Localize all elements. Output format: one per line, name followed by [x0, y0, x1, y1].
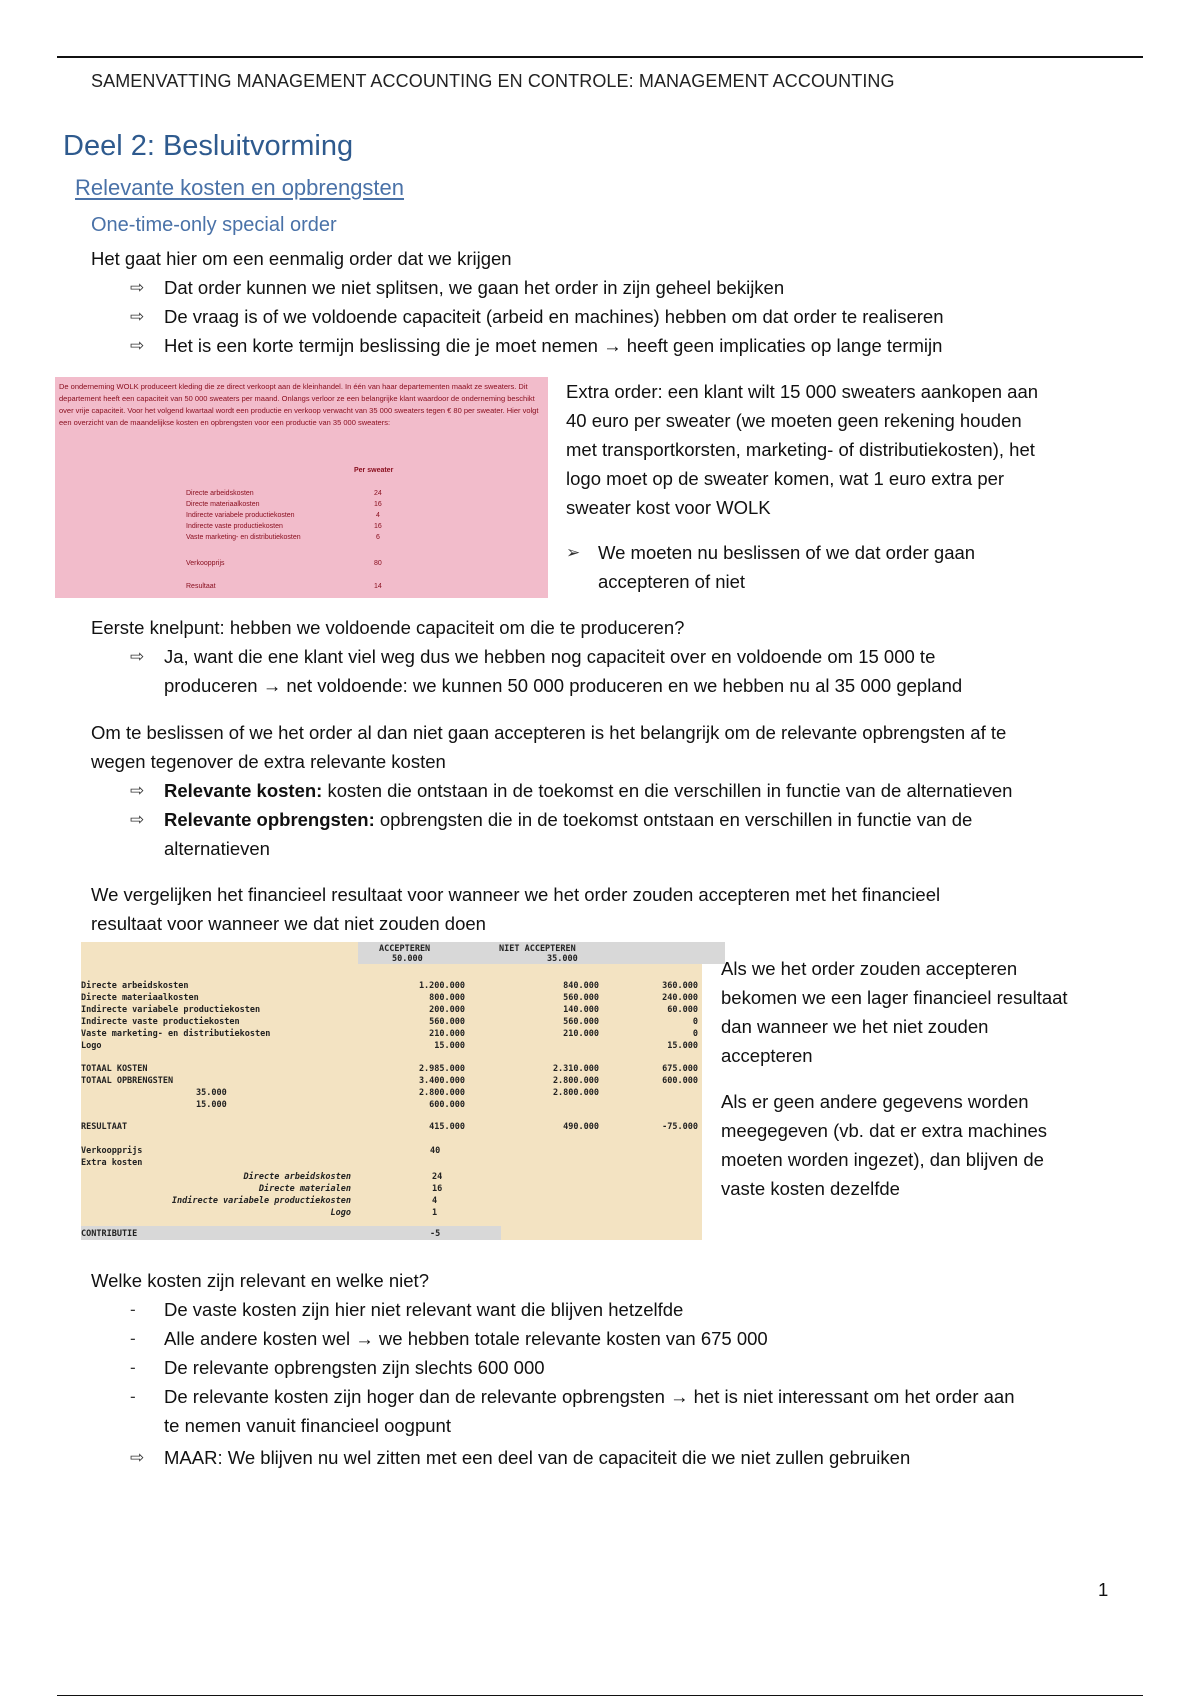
table-cell-difference: 600.000 [662, 1076, 698, 1086]
table-total-label: 15.000 [196, 1100, 227, 1110]
extra-cost-label: Directe arbeidskosten [243, 1172, 351, 1182]
extra-order-line: 40 euro per sweater (we moeten geen rekening houden [566, 410, 1022, 431]
table-cell-accept: 415.000 [429, 1122, 465, 1132]
extra-cost-value: 1 [432, 1208, 438, 1218]
table-cell-difference: 0 [692, 1029, 698, 1039]
dash-bullet-icon: - [130, 1300, 136, 1319]
table-row-label: Directe materiaalkosten [81, 993, 199, 1003]
case-row-label: Vaste marketing- en distributiekosten [186, 534, 301, 541]
definition-text: kosten die ontstaan in de toekomst en die verschillen in functie van de alternatieven [322, 780, 1013, 801]
table-row-label: Indirecte vaste productiekosten [81, 1017, 240, 1027]
dash-item: De relevante opbrengsten zijn slechts 600 000 [164, 1357, 545, 1378]
contribution-value: -5 [430, 1229, 441, 1239]
case-row-value: 16 [374, 523, 382, 530]
col-header-not-accept: NIET ACCEPTEREN [499, 944, 576, 954]
bottom-rule [57, 1695, 1143, 1696]
top-rule [57, 56, 1143, 58]
definition-term: Relevante opbrengsten: [164, 809, 375, 830]
col-header-accept: ACCEPTEREN [379, 944, 431, 954]
case-row-label: Directe arbeidskosten [186, 490, 254, 497]
accept-result-line: Als we het order zouden accepteren [721, 958, 1018, 979]
case-row-value: 24 [374, 490, 382, 497]
accept-result-line: accepteren [721, 1045, 813, 1066]
table-cell-accept: 800.000 [429, 993, 465, 1003]
table-cell-accept: 210.000 [429, 1029, 465, 1039]
case-row-label: Directe materiaalkosten [186, 501, 260, 508]
compare-paragraph-line: We vergelijken het financieel resultaat voor wanneer we het order zouden accepteren met het financieel [91, 884, 941, 905]
dash-bullet-icon: - [130, 1358, 136, 1377]
decision-bullet-line: accepteren of niet [598, 571, 746, 592]
table-cell-not-accept: 560.000 [563, 993, 599, 1003]
fixed-costs-line: meegegeven (vb. dat er extra machines [721, 1120, 1047, 1141]
contribution-label: CONTRIBUTIE [81, 1229, 138, 1239]
table-cell-not-accept: 840.000 [563, 981, 599, 991]
case-text: De onderneming WOLK produceert kleding die ze direct verkoopt aan de kleinhandel. In één van haar departementen maakt ze sweaters. Dit departement heeft een capaciteit van 50 000 sweaters per maand. Onlangs verloor ze een belangrijke klant waardoor de onderneming beschikt over vrije capaciteit. Voor het volgend kwartaal wordt een productie en verkoop verwacht van 35 000 sweaters tegen € 80 per sweater. Hier volgt een overzicht van de maandelijkse kosten en opbrengsten voor een productie van 35 000 sweaters: [59, 382, 539, 427]
table-cell-accept: 3.400.000 [418, 1076, 465, 1086]
dash-item: De vaste kosten zijn hier niet relevant want die blijven hetzelfde [164, 1299, 684, 1320]
definition-text: opbrengsten die in de toekomst ontstaan en verschillen in functie van de [374, 809, 973, 830]
table-row-label: Directe arbeidskosten [81, 981, 189, 991]
definition-text-continued: alternatieven [164, 838, 270, 859]
definition-relevant-costs [164, 776, 1012, 805]
final-bullet: MAAR: We blijven nu wel zitten met een deel van de capaciteit die we niet zullen gebruiken [164, 1447, 911, 1468]
table-cell-difference: 360.000 [662, 981, 698, 991]
table-cell-not-accept: 2.310.000 [552, 1064, 599, 1074]
extra-order-line: Extra order: een klant wilt 15 000 sweaters aankopen aan [566, 381, 1039, 402]
comparison-table-image [81, 942, 702, 1240]
dash-bullet-icon: - [130, 1387, 136, 1406]
intro-bullet: Het is een korte termijn beslissing die je moet nemen → heeft geen implicaties op lange termijn [164, 335, 943, 356]
case-row-label: Verkoopprijs [186, 560, 225, 567]
table-price-label: Verkoopprijs [81, 1146, 143, 1156]
dash-item-continued: te nemen vanuit financieel oogpunt [164, 1415, 451, 1436]
knelpunt-paragraph: Eerste knelpunt: hebben we voldoende capaciteit om die te produceren? [91, 617, 685, 638]
table-cell-difference: -75.000 [662, 1122, 698, 1132]
table-cell-difference: 240.000 [662, 993, 698, 1003]
case-row-label: Indirecte variabele productiekosten [186, 512, 295, 519]
question-paragraph: Welke kosten zijn relevant en welke niet? [91, 1270, 429, 1291]
table-row-label: Indirecte variabele productiekosten [81, 1005, 261, 1015]
knelpunt-bullet-line: Ja, want die ene klant viel weg dus we hebben nog capaciteit over en voldoende om 15 000 te [164, 646, 936, 667]
table-cell-accept: 1.200.000 [418, 981, 465, 991]
col-header-not-accept-sub: 35.000 [547, 954, 578, 964]
table-total-label: 35.000 [196, 1088, 227, 1098]
table-cell-not-accept: 2.800.000 [552, 1088, 599, 1098]
table-cell-not-accept: 490.000 [563, 1122, 599, 1132]
knelpunt-bullet-line: produceren → net voldoende: we kunnen 50 000 produceren en we hebben nu al 35 000 gepland [164, 675, 963, 696]
extra-cost-label: Directe materialen [258, 1184, 351, 1194]
page-title: Deel 2: Besluitvorming [63, 130, 354, 162]
table-cell-not-accept: 560.000 [563, 1017, 599, 1027]
accept-result-line: bekomen we een lager financieel resultaat [721, 987, 1068, 1008]
table-cell-difference: 0 [692, 1017, 698, 1027]
table-cell-difference: 675.000 [662, 1064, 698, 1074]
case-row-value: 6 [376, 534, 380, 541]
arrow-bullet-icon: ⇨ [130, 336, 145, 355]
intro-paragraph: Het gaat hier om een eenmalig order dat we krijgen [91, 248, 512, 269]
table-cell-accept: 15.000 [434, 1041, 465, 1051]
running-header: SAMENVATTING MANAGEMENT ACCOUNTING EN CONTROLE: MANAGEMENT ACCOUNTING [91, 71, 895, 91]
table-section-label: Extra kosten [81, 1158, 143, 1168]
arrow-bullet-icon: ⇨ [130, 647, 145, 666]
table-cell-accept: 560.000 [429, 1017, 465, 1027]
table-price-value: 40 [430, 1146, 441, 1156]
table-result-label: RESULTAAT [81, 1122, 128, 1132]
extra-cost-value: 16 [432, 1184, 443, 1194]
case-column-header: Per sweater [354, 467, 394, 474]
fixed-costs-line: Als er geen andere gegevens worden [721, 1091, 1029, 1112]
table-cell-difference: 60.000 [667, 1005, 698, 1015]
extra-order-line: sweater kost voor WOLK [566, 497, 771, 518]
extra-order-line: met transportkorsten, marketing- of distributiekosten), het [566, 439, 1035, 460]
page-number: 1 [1098, 1579, 1109, 1600]
table-cell-accept: 200.000 [429, 1005, 465, 1015]
table-total-label: TOTAAL KOSTEN [81, 1064, 148, 1074]
col-header-accept-sub: 50.000 [392, 954, 423, 964]
table-total-label: TOTAAL OPBRENGSTEN [81, 1076, 174, 1086]
case-row-value: 14 [374, 583, 382, 590]
case-description-image [55, 377, 548, 598]
table-cell-not-accept: 2.800.000 [552, 1076, 599, 1086]
definition-relevant-revenues [164, 805, 972, 834]
table-cell-difference: 15.000 [667, 1041, 698, 1051]
dash-bullet-icon: - [130, 1329, 136, 1348]
arrow-bullet-icon: ⇨ [130, 1448, 145, 1467]
subsection-heading: One-time-only special order [91, 214, 337, 236]
case-row-value: 16 [374, 501, 382, 508]
table-row-label: Logo [81, 1041, 102, 1051]
table-cell-not-accept: 140.000 [563, 1005, 599, 1015]
relevance-paragraph-line: Om te beslissen of we het order al dan niet gaan accepteren is het belangrijk om de relevante opbrengsten af te [91, 722, 1007, 743]
dash-item: Alle andere kosten wel → we hebben totale relevante kosten van 675 000 [164, 1328, 768, 1349]
accept-result-line: dan wanneer we het niet zouden [721, 1016, 989, 1037]
definition-term: Relevante kosten: [164, 780, 323, 801]
intro-bullet: De vraag is of we voldoende capaciteit (arbeid en machines) hebben om dat order te realiseren [164, 306, 944, 327]
arrow-bullet-icon: ⇨ [130, 781, 145, 800]
case-row-label: Resultaat [186, 583, 216, 590]
arrow-bullet-icon: ⇨ [130, 810, 145, 829]
decision-bullet-line: We moeten nu beslissen of we dat order gaan [598, 542, 976, 563]
arrow-bullet-icon: ⇨ [130, 307, 145, 326]
relevance-paragraph-line: wegen tegenover de extra relevante kosten [91, 751, 446, 772]
fixed-costs-line: moeten worden ingezet), dan blijven de [721, 1149, 1044, 1170]
intro-bullet: Dat order kunnen we niet splitsen, we gaan het order in zijn geheel bekijken [164, 277, 785, 298]
extra-order-line: logo moet op de sweater komen, wat 1 euro extra per [566, 468, 1005, 489]
section-heading: Relevante kosten en opbrengsten [75, 175, 405, 200]
triangle-bullet-icon: ➢ [566, 543, 581, 562]
table-cell-not-accept: 210.000 [563, 1029, 599, 1039]
extra-cost-label: Indirecte variabele productiekosten [171, 1196, 351, 1206]
case-row-value: 80 [374, 560, 382, 567]
fixed-costs-line: vaste kosten dezelfde [721, 1178, 900, 1199]
case-row-value: 4 [376, 512, 380, 519]
case-row-label: Indirecte vaste productiekosten [186, 523, 283, 530]
dash-item: De relevante kosten zijn hoger dan de relevante opbrengsten → het is niet interessant om het order aan [164, 1386, 1015, 1407]
arrow-bullet-icon: ⇨ [130, 278, 145, 297]
table-cell-accept: 600.000 [429, 1100, 465, 1110]
extra-cost-value: 24 [432, 1172, 443, 1182]
table-cell-accept: 2.800.000 [418, 1088, 465, 1098]
table-row-label: Vaste marketing- en distributiekosten [81, 1029, 271, 1039]
extra-cost-label: Logo [330, 1208, 351, 1218]
compare-paragraph-line: resultaat voor wanneer we dat niet zouden doen [91, 913, 486, 934]
extra-cost-value: 4 [432, 1196, 438, 1206]
table-cell-accept: 2.985.000 [418, 1064, 465, 1074]
